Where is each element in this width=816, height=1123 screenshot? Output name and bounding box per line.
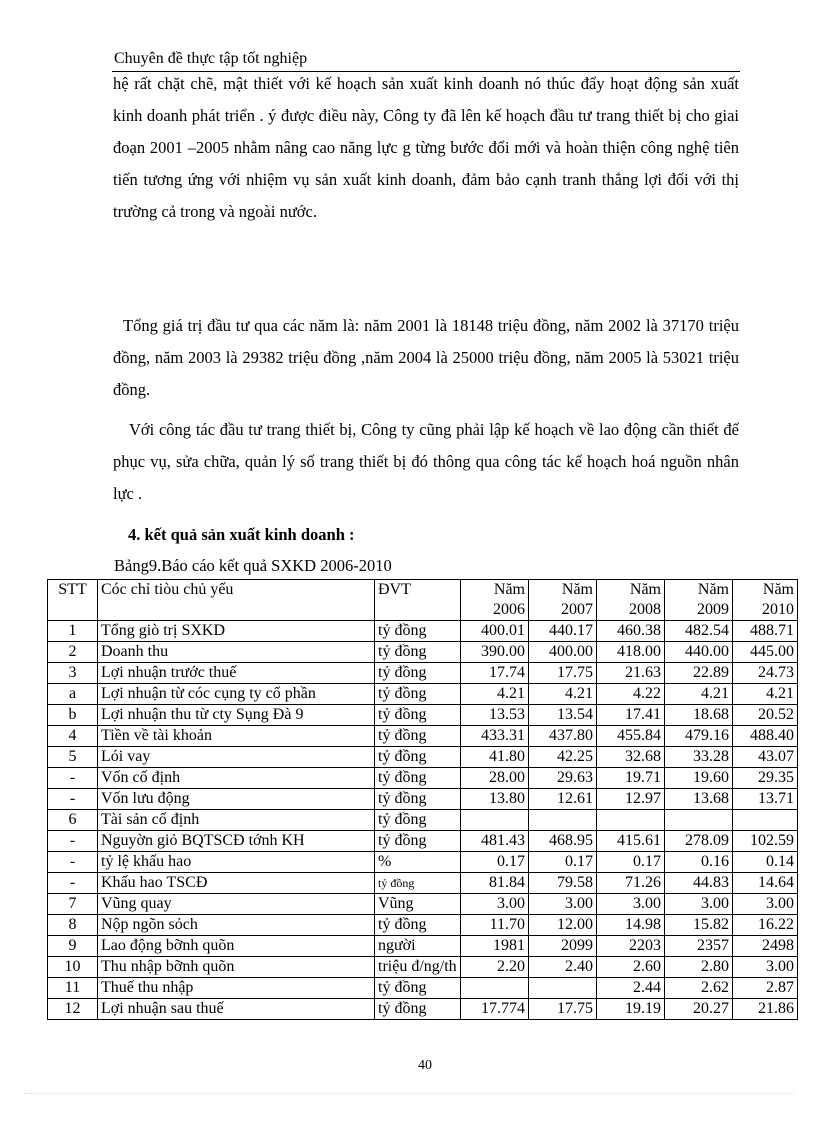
cell-indicator: Doanh thu bbox=[98, 642, 375, 663]
cell-unit: tỷ đồng bbox=[375, 915, 461, 936]
cell-indicator: Khấu hao TSCĐ bbox=[98, 873, 375, 894]
cell-value: 440.00 bbox=[665, 642, 733, 663]
cell-value: 24.73 bbox=[733, 663, 798, 684]
cell-indicator: Nộp ngõn sỏch bbox=[98, 915, 375, 936]
cell-stt: 4 bbox=[48, 726, 98, 747]
cell-indicator: Lợi nhuận từ cóc cụng ty cổ phần bbox=[98, 684, 375, 705]
cell-stt: - bbox=[48, 831, 98, 852]
cell-value: 468.95 bbox=[529, 831, 597, 852]
cell-value: 32.68 bbox=[597, 747, 665, 768]
cell-unit: tỷ đồng bbox=[375, 999, 461, 1020]
cell-value: 3.00 bbox=[733, 894, 798, 915]
cell-value: 0.16 bbox=[665, 852, 733, 873]
cell-value: 4.21 bbox=[461, 684, 529, 705]
cell-value: 440.17 bbox=[529, 621, 597, 642]
cell-value: 17.75 bbox=[529, 999, 597, 1020]
cell-value: 0.17 bbox=[529, 852, 597, 873]
cell-value: 22.89 bbox=[665, 663, 733, 684]
cell-stt: - bbox=[48, 789, 98, 810]
cell-value: 4.21 bbox=[529, 684, 597, 705]
cell-value: 14.64 bbox=[733, 873, 798, 894]
cell-value: 482.54 bbox=[665, 621, 733, 642]
results-table-container bbox=[47, 579, 799, 1057]
cell-value: 17.74 bbox=[461, 663, 529, 684]
footer-rule bbox=[24, 1093, 794, 1094]
cell-value: 2.44 bbox=[597, 978, 665, 999]
cell-indicator: Tiền về tài khoản bbox=[98, 726, 375, 747]
cell-indicator: Vốn lưu động bbox=[98, 789, 375, 810]
cell-value: 278.09 bbox=[665, 831, 733, 852]
table-row bbox=[48, 726, 798, 747]
table-row bbox=[48, 957, 798, 978]
cell-stt: - bbox=[48, 768, 98, 789]
header-year-2008: Năm 2008 bbox=[597, 580, 665, 621]
cell-value: 13.71 bbox=[733, 789, 798, 810]
cell-value: 2.62 bbox=[665, 978, 733, 999]
table-row bbox=[48, 789, 798, 810]
table-row bbox=[48, 894, 798, 915]
cell-value: 33.28 bbox=[665, 747, 733, 768]
cell-value: 13.53 bbox=[461, 705, 529, 726]
cell-value: 0.17 bbox=[461, 852, 529, 873]
cell-unit: tỷ đồng bbox=[375, 810, 461, 831]
cell-value: 0.17 bbox=[597, 852, 665, 873]
cell-indicator: Lợi nhuận sau thuế bbox=[98, 999, 375, 1020]
cell-indicator: Lao động bỡnh quõn bbox=[98, 936, 375, 957]
cell-value: 20.52 bbox=[733, 705, 798, 726]
table-row bbox=[48, 873, 798, 894]
cell-unit: tỷ đồng bbox=[375, 768, 461, 789]
table-row bbox=[48, 915, 798, 936]
cell-value: 2.40 bbox=[529, 957, 597, 978]
cell-value: 2498 bbox=[733, 936, 798, 957]
cell-stt: - bbox=[48, 873, 98, 894]
cell-stt: b bbox=[48, 705, 98, 726]
cell-value: 79.58 bbox=[529, 873, 597, 894]
table-row bbox=[48, 831, 798, 852]
cell-value: 14.98 bbox=[597, 915, 665, 936]
table-row bbox=[48, 747, 798, 768]
paragraph-1: hệ rất chặt chẽ, mật thiết với kế hoạch sản xuất kinh doanh nó thúc đẩy hoạt động sản xuất kinh doanh phát triển . ý được điều này, Công ty đã lên kế hoạch đầu tư trang thiết bị cho giai đoạn 2001 –2005 nhằm nâng cao năng lực g từng bước đổi mới và hoàn thiện công nghệ tiên tiến tương ứng với nhiệm vụ sản xuất kinh doanh, đảm bảo cạnh tranh thắng lợi đối với thị trường cả trong và ngoài nước. bbox=[113, 74, 739, 221]
header-year-2006: Năm 2006 bbox=[461, 580, 529, 621]
section-heading: 4. kết quả sản xuất kinh doanh : bbox=[128, 525, 355, 544]
cell-value: 4.21 bbox=[733, 684, 798, 705]
cell-value: 2357 bbox=[665, 936, 733, 957]
cell-stt: 3 bbox=[48, 663, 98, 684]
cell-value: 12.00 bbox=[529, 915, 597, 936]
cell-indicator: Nguyờn giỏ BQTSCĐ tớnh KH bbox=[98, 831, 375, 852]
cell-value: 21.86 bbox=[733, 999, 798, 1020]
cell-value: 71.26 bbox=[597, 873, 665, 894]
cell-value: 17.774 bbox=[461, 999, 529, 1020]
cell-value: 415.61 bbox=[597, 831, 665, 852]
cell-value: 2.80 bbox=[665, 957, 733, 978]
cell-value: 3.00 bbox=[461, 894, 529, 915]
cell-value: 13.68 bbox=[665, 789, 733, 810]
cell-value: 400.00 bbox=[529, 642, 597, 663]
header-stt: STT bbox=[48, 580, 98, 621]
cell-value: 390.00 bbox=[461, 642, 529, 663]
cell-unit: tỷ đồng bbox=[375, 831, 461, 852]
header-indicator: Cóc chỉ tiòu chủ yếu bbox=[98, 580, 375, 621]
cell-stt: - bbox=[48, 852, 98, 873]
cell-value: 41.80 bbox=[461, 747, 529, 768]
page-header-title: Chuyên đề thực tập tốt nghiệp bbox=[114, 50, 308, 67]
cell-value: 19.71 bbox=[597, 768, 665, 789]
cell-indicator: Lợi nhuận trước thuế bbox=[98, 663, 375, 684]
cell-value: 4.22 bbox=[597, 684, 665, 705]
header-unit: ĐVT bbox=[375, 580, 461, 621]
cell-value: 12.61 bbox=[529, 789, 597, 810]
cell-indicator: Lói vay bbox=[98, 747, 375, 768]
table-row bbox=[48, 621, 798, 642]
cell-unit: tỷ đồng bbox=[375, 747, 461, 768]
results-table bbox=[47, 579, 798, 1020]
cell-value bbox=[665, 810, 733, 831]
cell-stt: 11 bbox=[48, 978, 98, 999]
table-row bbox=[48, 642, 798, 663]
cell-stt: 5 bbox=[48, 747, 98, 768]
cell-value: 3.00 bbox=[597, 894, 665, 915]
cell-value bbox=[461, 978, 529, 999]
cell-stt: a bbox=[48, 684, 98, 705]
cell-stt: 12 bbox=[48, 999, 98, 1020]
cell-value: 29.63 bbox=[529, 768, 597, 789]
cell-value: 488.40 bbox=[733, 726, 798, 747]
cell-unit: tỷ đồng bbox=[375, 789, 461, 810]
cell-value bbox=[529, 810, 597, 831]
cell-stt: 9 bbox=[48, 936, 98, 957]
header-year-2010: Năm 2010 bbox=[733, 580, 798, 621]
cell-value: 2099 bbox=[529, 936, 597, 957]
table-row bbox=[48, 810, 798, 831]
cell-value: 102.59 bbox=[733, 831, 798, 852]
cell-stt: 2 bbox=[48, 642, 98, 663]
cell-indicator: tỷ lệ khấu hao bbox=[98, 852, 375, 873]
cell-indicator: Lợi nhuận thu từ cty Sụng Đà 9 bbox=[98, 705, 375, 726]
cell-value: 16.22 bbox=[733, 915, 798, 936]
cell-unit: Vũng bbox=[375, 894, 461, 915]
cell-unit: người bbox=[375, 936, 461, 957]
cell-value: 488.71 bbox=[733, 621, 798, 642]
cell-value: 29.35 bbox=[733, 768, 798, 789]
cell-indicator: Vũng quay bbox=[98, 894, 375, 915]
cell-value bbox=[529, 978, 597, 999]
cell-value: 11.70 bbox=[461, 915, 529, 936]
cell-value: 44.83 bbox=[665, 873, 733, 894]
cell-unit: tỷ đồng bbox=[375, 873, 461, 894]
cell-unit: tỷ đồng bbox=[375, 621, 461, 642]
cell-value: 445.00 bbox=[733, 642, 798, 663]
cell-value: 81.84 bbox=[461, 873, 529, 894]
cell-value: 28.00 bbox=[461, 768, 529, 789]
cell-unit: tỷ đồng bbox=[375, 663, 461, 684]
table-row bbox=[48, 663, 798, 684]
cell-value: 43.07 bbox=[733, 747, 798, 768]
cell-stt: 8 bbox=[48, 915, 98, 936]
cell-value: 3.00 bbox=[665, 894, 733, 915]
cell-value bbox=[733, 810, 798, 831]
cell-value: 433.31 bbox=[461, 726, 529, 747]
table-row bbox=[48, 705, 798, 726]
cell-value: 460.38 bbox=[597, 621, 665, 642]
cell-value: 19.60 bbox=[665, 768, 733, 789]
cell-value: 437.80 bbox=[529, 726, 597, 747]
cell-value: 2.20 bbox=[461, 957, 529, 978]
cell-unit: % bbox=[375, 852, 461, 873]
cell-unit: triệu đ/ng/th bbox=[375, 957, 461, 978]
cell-value: 418.00 bbox=[597, 642, 665, 663]
cell-indicator: Vốn cố định bbox=[98, 768, 375, 789]
cell-unit: tỷ đồng bbox=[375, 684, 461, 705]
cell-indicator: Thuế thu nhập bbox=[98, 978, 375, 999]
cell-value: 0.14 bbox=[733, 852, 798, 873]
table-body bbox=[48, 621, 798, 1020]
paragraph-2: Tổng giá trị đầu tư qua các năm là: năm 2001 là 18148 triệu đồng, năm 2002 là 37170 triệu đồng, năm 2003 là 29382 triệu đồng ,năm 2004 là 25000 triệu đồng, năm 2005 là 53021 triệu đồng. bbox=[113, 316, 739, 399]
cell-value: 18.68 bbox=[665, 705, 733, 726]
header-year-2007: Năm 2007 bbox=[529, 580, 597, 621]
cell-indicator: Tài sản cố định bbox=[98, 810, 375, 831]
cell-value: 2203 bbox=[597, 936, 665, 957]
table-row bbox=[48, 852, 798, 873]
cell-value: 1981 bbox=[461, 936, 529, 957]
cell-value: 12.97 bbox=[597, 789, 665, 810]
table-row bbox=[48, 684, 798, 705]
cell-unit: tỷ đồng bbox=[375, 978, 461, 999]
cell-unit: tỷ đồng bbox=[375, 726, 461, 747]
cell-value: 479.16 bbox=[665, 726, 733, 747]
table-row bbox=[48, 999, 798, 1020]
cell-indicator: Thu nhập bỡnh quõn bbox=[98, 957, 375, 978]
header-year-2009: Năm 2009 bbox=[665, 580, 733, 621]
cell-unit: tỷ đồng bbox=[375, 642, 461, 663]
cell-value bbox=[597, 810, 665, 831]
cell-stt: 6 bbox=[48, 810, 98, 831]
table-row bbox=[48, 768, 798, 789]
cell-value: 3.00 bbox=[529, 894, 597, 915]
cell-value: 17.75 bbox=[529, 663, 597, 684]
table-row bbox=[48, 978, 798, 999]
cell-value: 15.82 bbox=[665, 915, 733, 936]
cell-value: 400.01 bbox=[461, 621, 529, 642]
cell-value: 2.87 bbox=[733, 978, 798, 999]
cell-value: 20.27 bbox=[665, 999, 733, 1020]
cell-value: 481.43 bbox=[461, 831, 529, 852]
table-header-row bbox=[48, 580, 798, 621]
cell-unit: tỷ đồng bbox=[375, 705, 461, 726]
cell-value: 3.00 bbox=[733, 957, 798, 978]
cell-value: 17.41 bbox=[597, 705, 665, 726]
cell-value: 13.80 bbox=[461, 789, 529, 810]
page-number: 40 bbox=[418, 1058, 432, 1073]
cell-value: 455.84 bbox=[597, 726, 665, 747]
cell-value: 19.19 bbox=[597, 999, 665, 1020]
paragraph-3: Với công tác đầu tư trang thiết bị, Công ty cũng phải lập kế hoạch về lao động cần thiết để phục vụ, sửa chữa, quản lý số trang thiết bị đó thông qua công tác kế hoạch hoá nguồn nhân lực . bbox=[113, 420, 739, 503]
cell-value: 13.54 bbox=[529, 705, 597, 726]
cell-stt: 10 bbox=[48, 957, 98, 978]
table-caption: Bảng9.Báo cáo kết quả SXKD 2006-2010 bbox=[114, 556, 392, 575]
table-row bbox=[48, 936, 798, 957]
cell-value: 2.60 bbox=[597, 957, 665, 978]
cell-stt: 1 bbox=[48, 621, 98, 642]
cell-indicator: Tổng giò trị SXKD bbox=[98, 621, 375, 642]
cell-value: 42.25 bbox=[529, 747, 597, 768]
cell-value: 21.63 bbox=[597, 663, 665, 684]
cell-value bbox=[461, 810, 529, 831]
cell-stt: 7 bbox=[48, 894, 98, 915]
cell-value: 4.21 bbox=[665, 684, 733, 705]
